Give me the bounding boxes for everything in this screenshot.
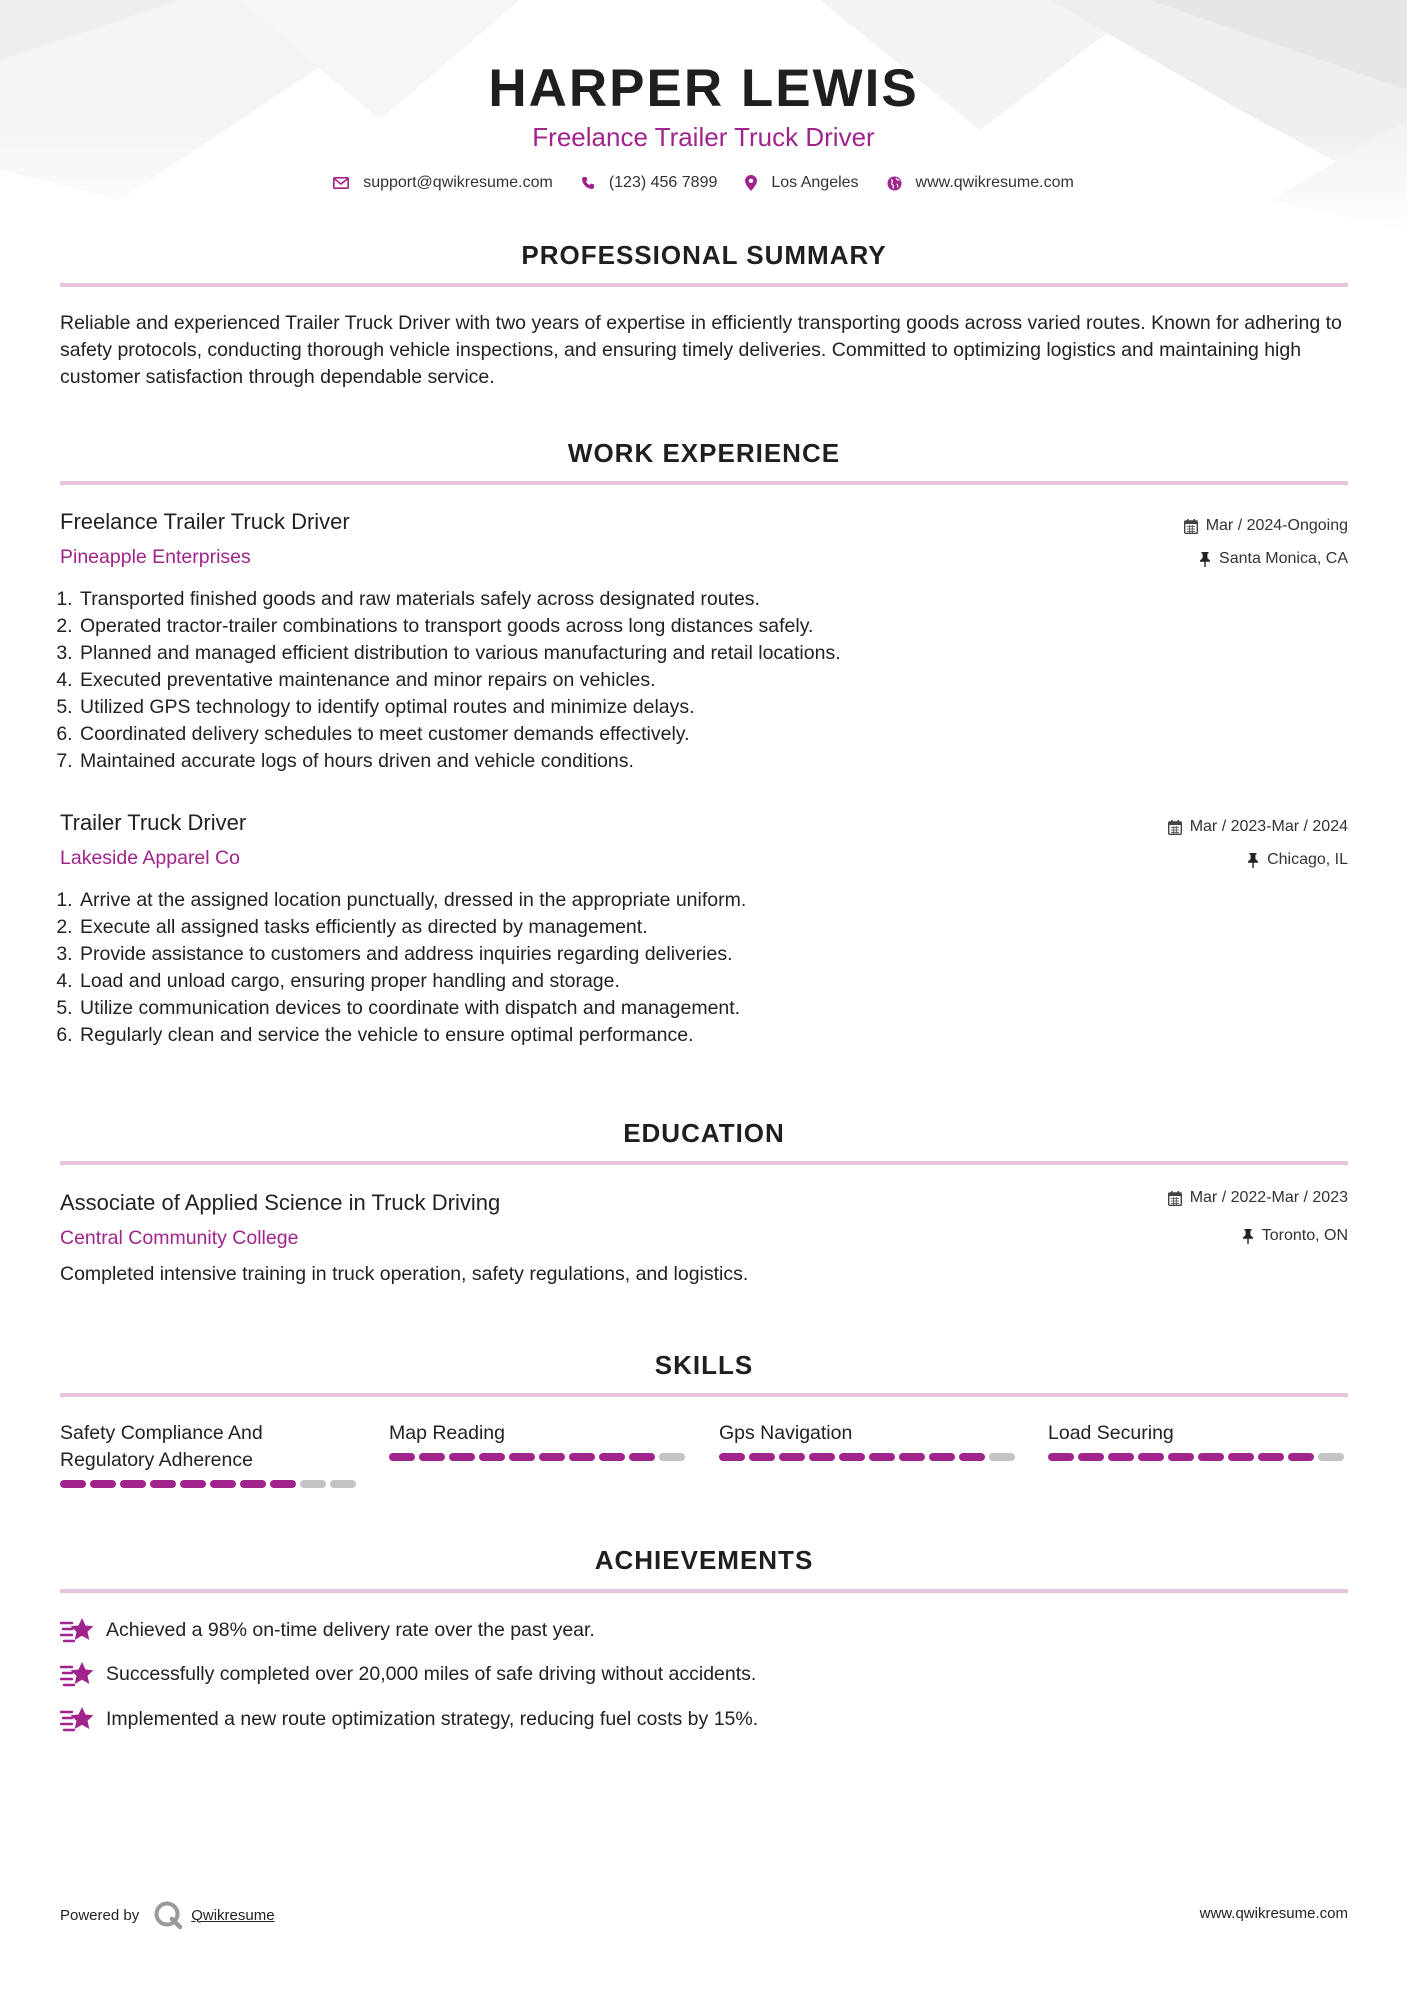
- skill-segment-filled: [210, 1480, 236, 1488]
- skill-name: Gps Navigation: [719, 1422, 853, 1444]
- website-text: www.qwikresume.com: [915, 174, 1074, 191]
- powered-by-label: Powered by: [60, 1906, 140, 1924]
- job-location-text: Chicago, IL: [1267, 851, 1348, 868]
- skill-item: [1048, 1420, 1348, 1461]
- footer-powered-by: [60, 1900, 275, 1930]
- skill-segment-empty: [989, 1453, 1015, 1461]
- skill-name: Map Reading: [389, 1422, 505, 1444]
- skill-name: Load Securing: [1048, 1422, 1174, 1444]
- header-background-shapes: [0, 0, 1407, 240]
- skill-segment-filled: [749, 1453, 775, 1461]
- education-dates-text: Mar / 2022-Mar / 2023: [1189, 1189, 1348, 1206]
- contact-email[interactable]: [333, 174, 553, 192]
- email-text: support@qwikresume.com: [363, 174, 553, 191]
- skill-segment-filled: [1108, 1453, 1134, 1461]
- skill-segment-empty: [659, 1453, 685, 1461]
- skill-segment-filled: [1078, 1453, 1104, 1461]
- contact-location: [745, 174, 858, 192]
- contact-bar: [0, 174, 1407, 192]
- bullet-item: 5. Utilized GPS technology to identify optimal routes and minimize delays.: [78, 694, 841, 721]
- achievement-item: [60, 1661, 756, 1687]
- bullet-item: 2. Execute all assigned tasks efficiently as directed by management.: [78, 914, 746, 941]
- pushpin-icon: [1247, 853, 1259, 868]
- experience-heading: WORK EXPERIENCE: [567, 438, 841, 468]
- skill-segment-filled: [180, 1480, 206, 1488]
- skill-segment-filled: [599, 1453, 625, 1461]
- achievement-text: Implemented a new route optimization strategy, reducing fuel costs by 15%.: [106, 1707, 759, 1730]
- job-company: Lakeside Apparel Co: [60, 847, 240, 869]
- skill-segment-empty: [300, 1480, 326, 1488]
- skill-segment-filled: [809, 1453, 835, 1461]
- skill-segment-filled: [929, 1453, 955, 1461]
- skill-segment-filled: [1258, 1453, 1284, 1461]
- bullet-item: 4. Load and unload cargo, ensuring proper handling and storage.: [78, 968, 746, 995]
- job-bullets: [54, 887, 746, 1049]
- skill-segment-filled: [1198, 1453, 1224, 1461]
- skill-name: Safety Compliance And Regulatory Adherence: [60, 1422, 263, 1471]
- achievement-item: [60, 1617, 595, 1643]
- skill-segment-filled: [60, 1480, 86, 1488]
- education-description: Completed intensive training in truck operation, safety regulations, and logistics.: [60, 1263, 749, 1285]
- job-dates: [1184, 517, 1348, 535]
- job-location-text: Santa Monica, CA: [1219, 550, 1348, 567]
- skill-segment-filled: [539, 1453, 565, 1461]
- education-school: Central Community College: [60, 1227, 299, 1249]
- skill-segment-filled: [869, 1453, 895, 1461]
- globe-icon: [887, 176, 902, 191]
- skill-segment-filled: [839, 1453, 865, 1461]
- education-divider: [60, 1161, 1348, 1165]
- qwikresume-logo-icon: [153, 1900, 185, 1930]
- skill-segment-filled: [419, 1453, 445, 1461]
- achievement-text: Successfully completed over 20,000 miles of safe driving without accidents.: [106, 1662, 757, 1685]
- bullet-item: 1. Transported finished goods and raw materials safely across designated routes.: [78, 586, 841, 613]
- skill-segment-empty: [330, 1480, 356, 1488]
- job-dates-text: Mar / 2023-Mar / 2024: [1189, 818, 1348, 835]
- candidate-name: HARPER LEWIS: [488, 59, 919, 118]
- envelope-icon: [333, 177, 349, 189]
- pushpin-icon: [1242, 1229, 1254, 1244]
- job-bullets: [54, 586, 841, 775]
- bullet-item: 3. Planned and managed efficient distribution to various manufacturing and retail locations.: [78, 640, 841, 667]
- location-text: Los Angeles: [771, 174, 859, 191]
- skill-segment-filled: [509, 1453, 535, 1461]
- skill-item: [719, 1420, 1019, 1461]
- skill-segment-filled: [899, 1453, 925, 1461]
- summary-divider: [60, 283, 1348, 287]
- summary-text: Reliable and experienced Trailer Truck Driver with two years of expertise in efficiently transporting goods across varied routes. Known for adhering to safety protocols, conducting thorough vehicle inspections, and ensuring timely deliveries. Committed to optimizing logistics and maintaining high customer satisfaction through dependable service.: [60, 312, 1342, 388]
- job-dates-text: Mar / 2024-Ongoing: [1205, 517, 1348, 534]
- bullet-item: 6. Coordinated delivery schedules to meet customer demands effectively.: [78, 721, 841, 748]
- bullet-item: 7. Maintained accurate logs of hours driven and vehicle conditions.: [78, 748, 841, 775]
- skill-item: [60, 1420, 360, 1488]
- contact-phone[interactable]: [581, 174, 718, 192]
- skill-segment-filled: [90, 1480, 116, 1488]
- skill-level-bar: [60, 1480, 360, 1488]
- skill-segment-filled: [1138, 1453, 1164, 1461]
- skill-segment-filled: [1228, 1453, 1254, 1461]
- job-company: Pineapple Enterprises: [60, 546, 251, 568]
- skills-divider: [60, 1393, 1348, 1397]
- experience-divider: [60, 481, 1348, 485]
- bullet-item: 6. Regularly clean and service the vehicle to ensure optimal performance.: [78, 1022, 746, 1049]
- skill-segment-filled: [569, 1453, 595, 1461]
- shooting-star-icon: [60, 1661, 96, 1687]
- skill-segment-filled: [629, 1453, 655, 1461]
- skill-segment-filled: [270, 1480, 296, 1488]
- skill-segment-filled: [120, 1480, 146, 1488]
- education-location-text: Toronto, ON: [1261, 1227, 1348, 1244]
- education-heading: EDUCATION: [623, 1118, 785, 1148]
- skill-segment-filled: [240, 1480, 266, 1488]
- phone-icon: [581, 176, 595, 190]
- achievement-item: [60, 1706, 758, 1732]
- bullet-item: 2. Operated tractor-trailer combinations to transport goods across long distances safely.: [78, 613, 841, 640]
- job-dates: [1168, 818, 1348, 836]
- skill-segment-filled: [150, 1480, 176, 1488]
- skills-heading: SKILLS: [654, 1350, 754, 1380]
- skill-segment-filled: [779, 1453, 805, 1461]
- skill-level-bar: [389, 1453, 689, 1461]
- phone-text: (123) 456 7899: [608, 174, 718, 191]
- job-title: Freelance Trailer Truck Driver: [60, 509, 350, 534]
- skill-segment-empty: [1318, 1453, 1344, 1461]
- achievements-heading: ACHIEVEMENTS: [594, 1545, 814, 1575]
- skill-segment-filled: [1168, 1453, 1194, 1461]
- achievement-text: Achieved a 98% on-time delivery rate over the past year.: [106, 1618, 595, 1641]
- skill-level-bar: [719, 1453, 1019, 1461]
- map-pin-icon: [745, 175, 757, 191]
- achievements-divider: [60, 1589, 1348, 1593]
- contact-website[interactable]: [887, 174, 1074, 192]
- calendar-icon: [1168, 1191, 1182, 1206]
- skill-segment-filled: [1288, 1453, 1314, 1461]
- qwikresume-link[interactable]: Qwikresume: [191, 1906, 275, 1924]
- skill-segment-filled: [1048, 1453, 1074, 1461]
- education-location: [1242, 1227, 1348, 1245]
- skill-segment-filled: [719, 1453, 745, 1461]
- job-location: [1247, 851, 1348, 869]
- bullet-item: 4. Executed preventative maintenance and minor repairs on vehicles.: [78, 667, 841, 694]
- education-dates: [1168, 1189, 1348, 1207]
- job-location: [1199, 550, 1348, 568]
- bullet-item: 1. Arrive at the assigned location punctually, dressed in the appropriate uniform.: [78, 887, 746, 914]
- calendar-icon: [1168, 820, 1182, 835]
- calendar-icon: [1184, 519, 1198, 534]
- skill-segment-filled: [479, 1453, 505, 1461]
- skill-segment-filled: [389, 1453, 415, 1461]
- summary-heading: PROFESSIONAL SUMMARY: [521, 240, 887, 270]
- skill-segment-filled: [959, 1453, 985, 1461]
- footer-website[interactable]: www.qwikresume.com: [1199, 1905, 1348, 1922]
- shooting-star-icon: [60, 1706, 96, 1732]
- skill-segment-filled: [449, 1453, 475, 1461]
- pushpin-icon: [1199, 552, 1211, 567]
- bullet-item: 5. Utilize communication devices to coordinate with dispatch and management.: [78, 995, 746, 1022]
- job-title: Trailer Truck Driver: [60, 810, 247, 835]
- candidate-title: Freelance Trailer Truck Driver: [532, 122, 875, 152]
- shooting-star-icon: [60, 1617, 96, 1643]
- skill-item: [389, 1420, 689, 1461]
- bullet-item: 3. Provide assistance to customers and address inquiries regarding deliveries.: [78, 941, 746, 968]
- education-degree: Associate of Applied Science in Truck Driving: [60, 1190, 501, 1215]
- skill-level-bar: [1048, 1453, 1348, 1461]
